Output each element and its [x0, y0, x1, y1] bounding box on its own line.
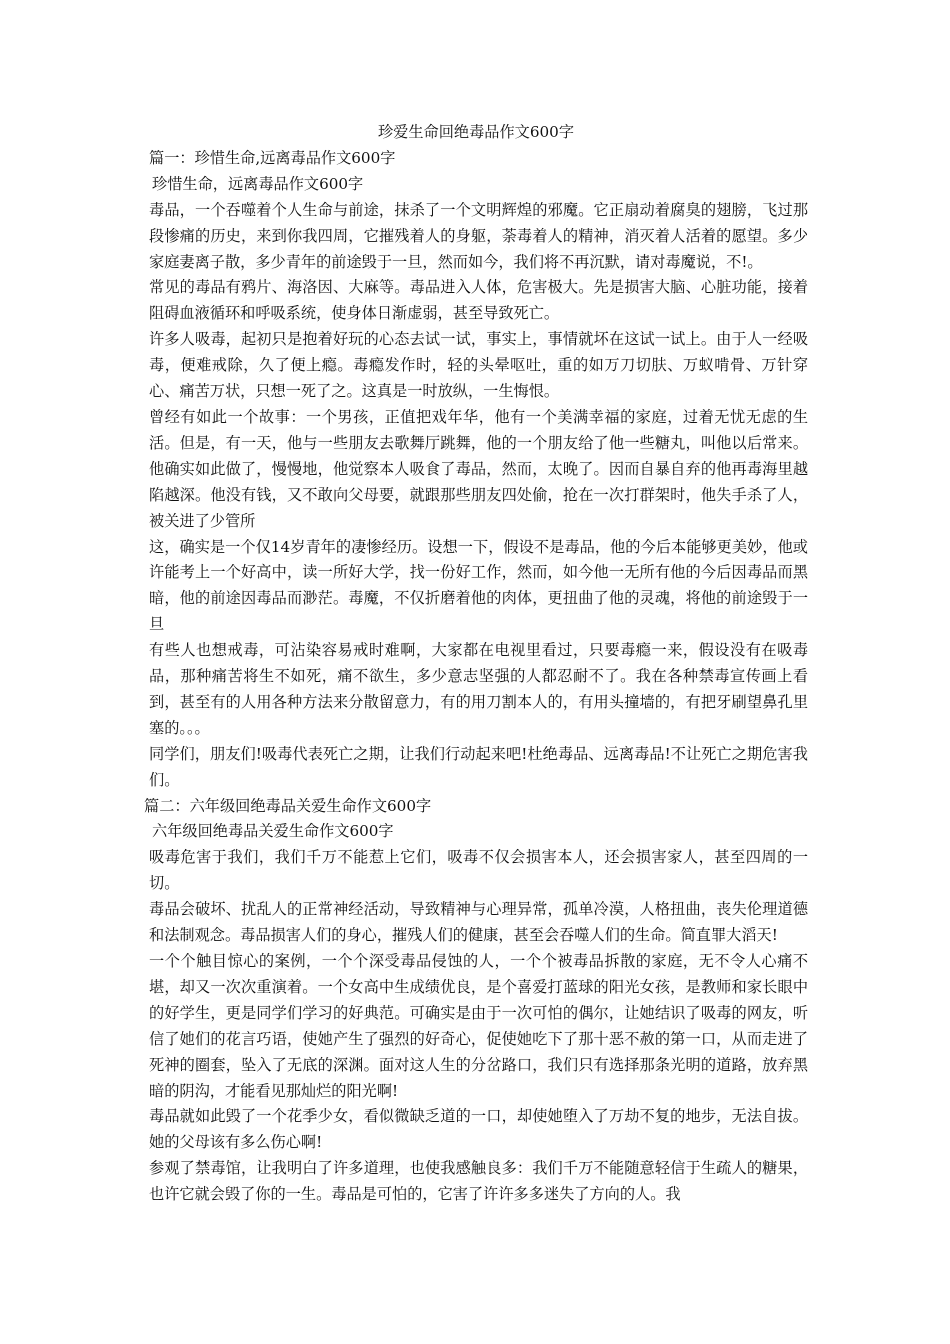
paragraph: 一个个触目惊心的案例，一个个深受毒品侵蚀的人，一个个被毒品拆散的家庭，无不令人心痛不堪，却又一次次重演着。一个女高中生成绩优良，是个喜爱打蓝球的阳光女孩，是教师和家长眼中的好学生，更是同学们学习的好典范。可确实是由于一次可怕的偶尔，让她结识了吸毒的网友，听信了她们的花言巧语，使她产生了强烈的好奇心，促使她吃下了那十恶不赦的第一口，从而走进了死神的圈套，坠入了无底的深渊。面对这人生的分岔路口，我们只有选择那条光明的道路，放弃黑暗的阴沟，才能看见那灿烂的阳光啊! [149, 952, 808, 1100]
paragraph: 毒品，一个吞噬着个人生命与前途，抹杀了一个文明辉煌的邪魔。它正扇动着腐臭的翅膀，飞过那段惨痛的历史，来到你我四周，它摧残着人的身躯，荼毒着人的精神，消灭着人活着的愿望。多少家庭妻离子散，多少青年的前途毁于一旦，然而如今，我们将不再沉默，请对毒魔说，不!。 [149, 200, 808, 271]
paragraph: 常见的毒品有鸦片、海洛因、大麻等。毒品进入人体，危害极大。先是损害大脑、心脏功能，接着阻碍血液循环和呼吸系统，使身体日渐虚弱，甚至导致死亡。 [149, 278, 808, 323]
paragraph: 这，确实是一个仅14岁青年的凄惨经历。设想一下，假设不是毒品，他的今后本能够更美妙，他或许能考上一个好高中，读一所好大学，找一份好工作，然而，如今他一无所有他的今后因毒品而黑暗，他的前途因毒品而渺茫。毒魔，不仅折磨着他的肉体，更扭曲了他的灵魂，将他的前途毁于一旦 [149, 537, 808, 634]
paragraph: 曾经有如此一个故事：一个男孩，正值把戏年华，他有一个美满幸福的家庭，过着无忧无虑的生活。但是，有一天，他与一些朋友去歌舞厅跳舞，他的一个朋友给了他一些糖丸，叫他以后常来。他确实如此做了，慢慢地，他觉察本人吸食了毒品，然而，太晚了。因而自暴自弃的他再毒海里越陷越深。他没有钱，又不敢向父母要，就跟那些朋友四处偷，抢在一次打群架时，他失手杀了人，被关进了少管所 [149, 407, 808, 530]
paragraph: 许多人吸毒，起初只是抱着好玩的心态去试一试，事实上，事情就坏在这试一试上。由于人一经吸毒，便难戒除，久了便上瘾。毒瘾发作时，轻的头晕呕吐，重的如万刀切肤、万蚁啃骨、万针穿心、痛苦万状，只想一死了之。这真是一时放纵，一生悔恨。 [149, 330, 808, 401]
section-heading-2: 篇二：六年级回绝毒品关爱生命作文600字 [144, 796, 432, 815]
paragraph: 毒品就如此毁了一个花季少女，看似微缺乏道的一口，却使她堕入了万劫不复的地步，无法自拔。她的父母该有多么伤心啊! [149, 1107, 808, 1152]
essay-title-2: 六年级回绝毒品关爱生命作文600字 [152, 822, 394, 841]
section-heading-1: 篇一：珍惜生命,远离毒品作文600字 [149, 148, 396, 167]
document-page [144, 120, 808, 1208]
essay-title-1: 珍惜生命，远离毒品作文600字 [152, 174, 364, 193]
paragraph: 有些人也想戒毒，可沾染容易戒时难啊，大家都在电视里看过，只要毒瘾一来，假设没有在吸毒品，那种痛苦将生不如死，痛不欲生，多少意志坚强的人都忍耐不了。我在各种禁毒宣传画上看到，甚至有的人用各种方法来分散留意力，有的用刀割本人的，有用头撞墙的，有把牙刷望鼻孔里塞的。。。 [149, 641, 808, 737]
paragraph: 同学们，朋友们!吸毒代表死亡之期，让我们行动起来吧!杜绝毒品、远离毒品!不让死亡之期危害我们。 [149, 744, 808, 789]
paragraph: 参观了禁毒馆，让我明白了许多道理，也使我感触良多：我们千万不能随意轻信于生疏人的糖果，也许它就会毁了你的一生。毒品是可怕的，它害了许许多多迷失了方向的人。我 [149, 1159, 808, 1204]
document-title: 珍爱生命回绝毒品作文600字 [377, 123, 575, 141]
paragraph: 吸毒危害于我们，我们千万不能惹上它们，吸毒不仅会损害本人，还会损害家人，甚至四周的一切。 [149, 848, 808, 893]
paragraph: 毒品会破坏、扰乱人的正常神经活动，导致精神与心理异常，孤单冷漠，人格扭曲，丧失伦理道德和法制观念。毒品损害人们的身心，摧残人们的健康，甚至会吞噬人们的生命。简直罪大滔天! [149, 900, 808, 945]
